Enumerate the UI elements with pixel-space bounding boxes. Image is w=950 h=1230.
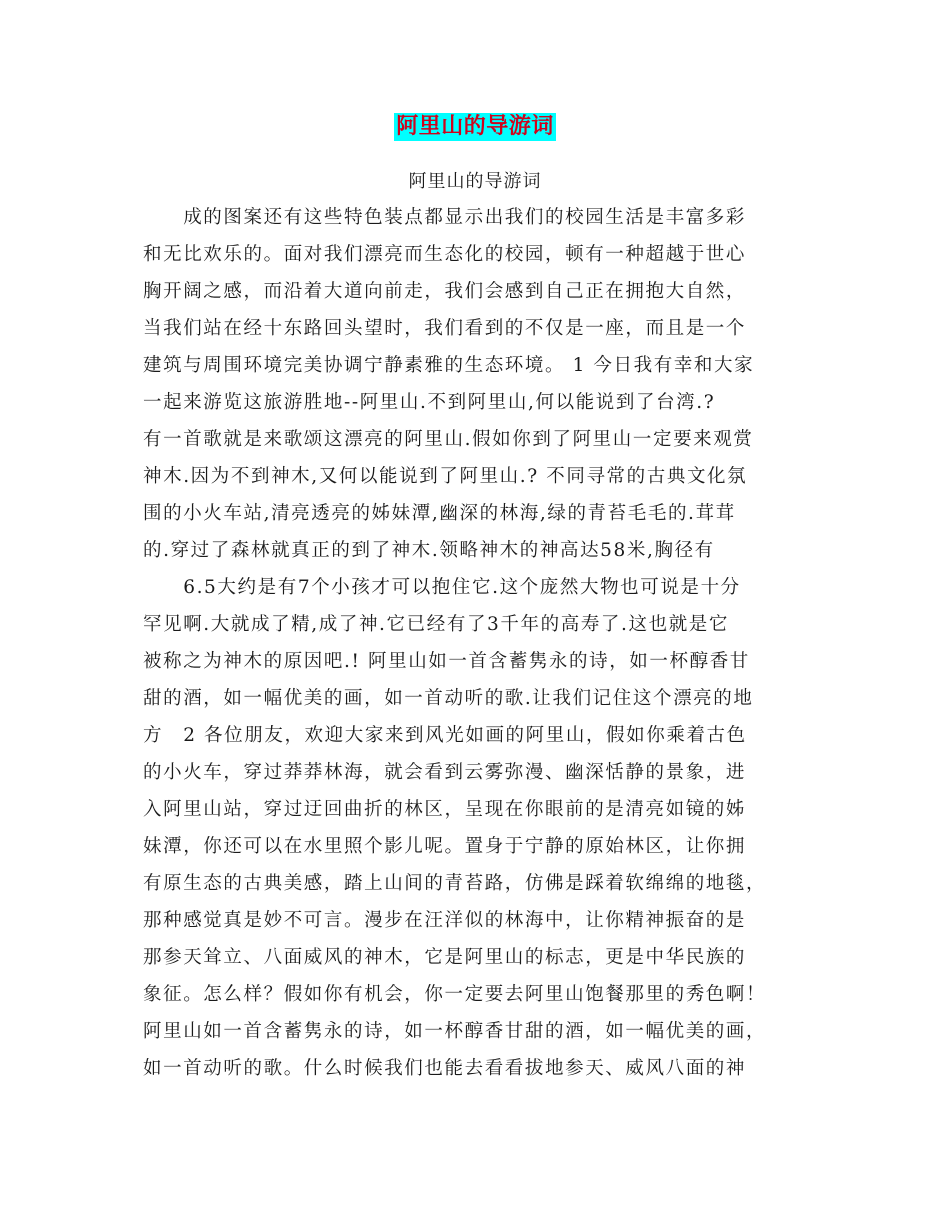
body-line: 甜的酒，如一幅优美的画，如一首动听的歌.让我们记住这个漂亮的地 <box>143 688 754 709</box>
body-line: 罕见啊.大就成了精,成了神.它已经有了3千年的高寿了.这也就是它 <box>143 614 729 635</box>
body-line: 6.5大约是有7个小孩才可以抱住它.这个庞然大物也可说是十分 <box>143 577 741 598</box>
body-line: 那种感觉真是妙不可言。漫步在汪洋似的林海中，让你精神振奋的是 <box>143 910 747 931</box>
document-title: 阿里山的导游词 <box>396 114 554 139</box>
body-line: 胸开阔之感，而沿着大道向前走，我们会感到自己正在拥抱大自然， <box>143 281 747 302</box>
body-line: 的.穿过了森林就真正的到了神木.领略神木的神高达58米,胸径有 <box>143 540 715 561</box>
body-line: 的小火车，穿过莽莽林海，就会看到云雾弥漫、幽深恬静的景象，进 <box>143 762 747 783</box>
body-line: 有一首歌就是来歌颂这漂亮的阿里山.假如你到了阿里山一定要来观赏 <box>143 429 754 450</box>
body-line: 象征。怎么样？假如你有机会，你一定要去阿里山饱餐那里的秀色啊！ <box>143 984 767 1005</box>
body-line: 那参天耸立、八面威风的神木，它是阿里山的标志，更是中华民族的 <box>143 947 747 968</box>
body-line: 方 2 各位朋友，欢迎大家来到风光如画的阿里山，假如你乘着古色 <box>143 725 747 746</box>
body-line: 被称之为神木的原因吧.! 阿里山如一首含蓄隽永的诗，如一杯醇香甘 <box>143 651 750 672</box>
title-wrapper <box>0 113 950 141</box>
body-line: 当我们站在经十东路回头望时，我们看到的不仅是一座，而且是一个 <box>143 318 747 339</box>
body-line: 成的图案还有这些特色装点都显示出我们的校园生活是丰富多彩 <box>143 207 747 228</box>
body-line: 有原生态的古典美感，踏上山间的青苔路，仿佛是踩着软绵绵的地毯， <box>143 873 767 894</box>
body-line: 建筑与周围环境完美协调宁静素雅的生态环境。 1 今日我有幸和大家 <box>143 355 755 376</box>
body-line: 围的小火车站,清亮透亮的姊妹潭,幽深的林海,绿的青苔毛毛的.茸茸 <box>143 503 736 524</box>
body-line: 一起来游览这旅游胜地--阿里山.不到阿里山,何以能说到了台湾.? <box>143 392 716 413</box>
body-line: 和无比欢乐的。面对我们漂亮而生态化的校园，顿有一种超越于世心 <box>143 244 747 265</box>
body-line: 入阿里山站，穿过迂回曲折的林区，呈现在你眼前的是清亮如镜的姊 <box>143 799 747 820</box>
body-line: 如一首动听的歌。什么时候我们也能去看看拔地参天、威风八面的神 <box>143 1058 747 1079</box>
document-subtitle: 阿里山的导游词 <box>408 171 542 192</box>
body-line: 阿里山如一首含蓄隽永的诗，如一杯醇香甘甜的酒，如一幅优美的画， <box>143 1021 767 1042</box>
body-line: 妹潭，你还可以在水里照个影儿呢。置身于宁静的原始林区，让你拥 <box>143 836 747 857</box>
body-line: 神木.因为不到神木,又何以能说到了阿里山.? 不同寻常的古典文化氛 <box>143 466 748 487</box>
